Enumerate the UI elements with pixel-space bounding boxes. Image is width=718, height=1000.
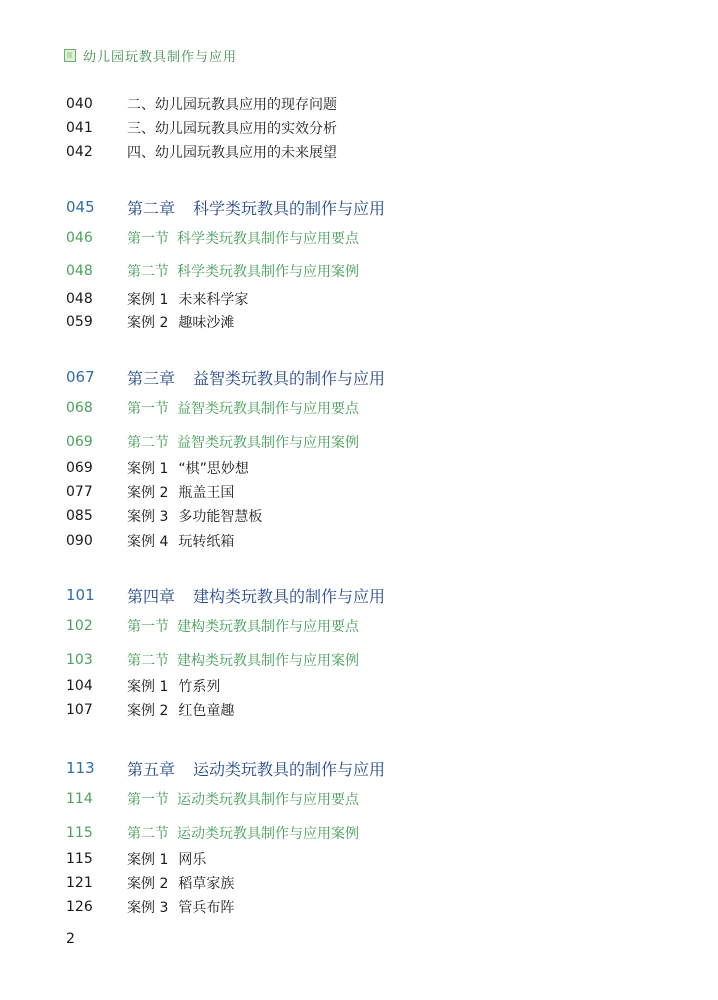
toc-case xyxy=(0,311,718,333)
case-label: 案例 1 xyxy=(127,852,169,868)
chapter-label: 第五章 xyxy=(127,759,176,779)
toc-section xyxy=(0,649,718,671)
case-label: 案例 3 xyxy=(127,509,169,525)
toc-case xyxy=(0,505,718,527)
toc-entry-text xyxy=(127,700,234,720)
case-title: 瓶盖王国 xyxy=(178,485,235,501)
section-title: 益智类玩教具制作与应用要点 xyxy=(177,401,359,417)
toc-entry-text xyxy=(127,366,385,389)
toc-section xyxy=(0,431,718,453)
toc-entry-text xyxy=(127,432,359,452)
section-title: 科学类玩教具制作与应用要点 xyxy=(177,231,359,247)
toc-section xyxy=(0,822,718,844)
case-title: 趣味沙滩 xyxy=(178,315,235,331)
toc-case xyxy=(0,481,718,503)
toc-item xyxy=(0,93,718,115)
toc-page-number: 126 xyxy=(66,899,93,915)
chapter-label: 第三章 xyxy=(127,368,176,388)
case-title: 竹系列 xyxy=(178,679,221,695)
toc-item xyxy=(0,141,718,163)
toc-page-number: 067 xyxy=(66,368,95,386)
section-label: 第一节 xyxy=(127,231,169,247)
toc-case xyxy=(0,896,718,918)
case-label: 案例 2 xyxy=(127,703,169,719)
toc-section xyxy=(0,397,718,419)
case-title: 网乐 xyxy=(178,852,207,868)
case-label: 案例 1 xyxy=(127,679,169,695)
toc-page-number: 121 xyxy=(66,875,93,891)
chapter-label: 第四章 xyxy=(127,586,176,606)
toc-entry-text xyxy=(127,584,385,607)
toc-case xyxy=(0,848,718,870)
toc-entry-text xyxy=(127,506,262,526)
case-label: 案例 2 xyxy=(127,876,169,892)
toc-page-number: 042 xyxy=(66,144,93,160)
toc-page-number: 113 xyxy=(66,759,95,777)
toc-case xyxy=(0,288,718,310)
toc-page-number: 069 xyxy=(66,460,93,476)
case-title: 多功能智慧板 xyxy=(178,509,263,525)
toc-page-number: 068 xyxy=(66,400,93,416)
toc-entry-text xyxy=(127,482,234,502)
toc-chapter xyxy=(0,584,718,606)
toc-page-number: 114 xyxy=(66,791,93,807)
toc-entry-text xyxy=(127,757,385,780)
toc-page-number: 048 xyxy=(66,263,93,279)
toc-entry-text xyxy=(127,676,220,696)
toc-entry-text xyxy=(127,398,359,418)
toc-entry-text xyxy=(127,873,234,893)
section-title: 运动类玩教具制作与应用案例 xyxy=(177,826,359,842)
case-title: 玩转纸箱 xyxy=(178,534,235,550)
toc-page-number: 077 xyxy=(66,484,93,500)
toc-entry-text xyxy=(127,897,234,917)
toc-entry-text xyxy=(127,458,249,478)
toc-entry-text xyxy=(127,261,359,281)
chapter-title: 运动类玩教具的制作与应用 xyxy=(193,759,386,779)
toc-page-number: 107 xyxy=(66,702,93,718)
section-title: 科学类玩教具制作与应用案例 xyxy=(177,264,359,280)
section-label: 第一节 xyxy=(127,401,169,417)
section-label: 第一节 xyxy=(127,619,169,635)
toc-page-number: 115 xyxy=(66,851,93,867)
case-label: 案例 2 xyxy=(127,485,169,501)
toc-page-number: 115 xyxy=(66,825,93,841)
toc-page-number: 040 xyxy=(66,96,93,112)
toc-page-number: 059 xyxy=(66,314,93,330)
item-title: 二、幼儿园玩教具应用的现存问题 xyxy=(127,97,337,113)
case-label: 案例 1 xyxy=(127,292,169,308)
toc-entry-text xyxy=(127,118,337,138)
section-title: 益智类玩教具制作与应用案例 xyxy=(177,435,359,451)
section-label: 第一节 xyxy=(127,792,169,808)
case-title: 未来科学家 xyxy=(178,292,249,308)
item-title: 四、幼儿园玩教具应用的未来展望 xyxy=(127,145,337,161)
toc-entry-text xyxy=(127,616,359,636)
toc-entry-text xyxy=(127,789,359,809)
case-title: 稻草家族 xyxy=(178,876,235,892)
case-label: 案例 2 xyxy=(127,315,169,331)
toc-page-number: 046 xyxy=(66,230,93,246)
toc-chapter xyxy=(0,196,718,218)
section-label: 第二节 xyxy=(127,826,169,842)
toc-section xyxy=(0,615,718,637)
toc-page-number: 085 xyxy=(66,508,93,524)
toc-section xyxy=(0,260,718,282)
toc-page-number: 048 xyxy=(66,291,93,307)
toc-case xyxy=(0,872,718,894)
item-title: 三、幼儿园玩教具应用的实效分析 xyxy=(127,121,337,137)
toc-entry-text xyxy=(127,196,385,219)
toc-entry-text xyxy=(127,142,337,162)
chapter-title: 建构类玩教具的制作与应用 xyxy=(193,586,386,606)
chapter-label: 第二章 xyxy=(127,198,176,218)
toc-page-number: 069 xyxy=(66,434,93,450)
section-label: 第二节 xyxy=(127,435,169,451)
page-number: 2 xyxy=(66,931,75,947)
toc-item xyxy=(0,117,718,139)
toc-entry-text xyxy=(127,94,337,114)
toc-page-number: 041 xyxy=(66,120,93,136)
case-title: “棋”思妙想 xyxy=(178,461,249,477)
toc-page-number: 104 xyxy=(66,678,93,694)
toc-page-number: 101 xyxy=(66,586,95,604)
toc-chapter xyxy=(0,757,718,779)
toc-case xyxy=(0,457,718,479)
toc-case xyxy=(0,530,718,552)
case-title: 红色童趣 xyxy=(178,703,235,719)
section-label: 第二节 xyxy=(127,264,169,280)
case-label: 案例 4 xyxy=(127,534,169,550)
toc-page-number: 103 xyxy=(66,652,93,668)
section-label: 第二节 xyxy=(127,653,169,669)
toc-entry-text xyxy=(127,650,359,670)
toc-section xyxy=(0,227,718,249)
toc-section xyxy=(0,788,718,810)
running-title: 幼儿园玩教具制作与应用 xyxy=(83,49,238,65)
toc-case xyxy=(0,675,718,697)
chapter-title: 科学类玩教具的制作与应用 xyxy=(193,198,386,218)
case-label: 案例 1 xyxy=(127,461,169,477)
section-title: 建构类玩教具制作与应用要点 xyxy=(177,619,359,635)
case-label: 案例 3 xyxy=(127,900,169,916)
toc-page-number: 090 xyxy=(66,533,93,549)
toc-entry-text xyxy=(127,823,359,843)
section-title: 运动类玩教具制作与应用要点 xyxy=(177,792,359,808)
toc-entry-text xyxy=(127,531,234,551)
chapter-title: 益智类玩教具的制作与应用 xyxy=(193,368,386,388)
section-title: 建构类玩教具制作与应用案例 xyxy=(177,653,359,669)
case-title: 管兵布阵 xyxy=(178,900,235,916)
toc-entry-text xyxy=(127,849,206,869)
toc-entry-text xyxy=(127,312,234,332)
toc-page-number: 045 xyxy=(66,198,95,216)
toc-entry-text xyxy=(127,228,359,248)
toc-page-number: 102 xyxy=(66,618,93,634)
toc-case xyxy=(0,699,718,721)
toc-chapter xyxy=(0,366,718,388)
toc-entry-text xyxy=(127,289,248,309)
